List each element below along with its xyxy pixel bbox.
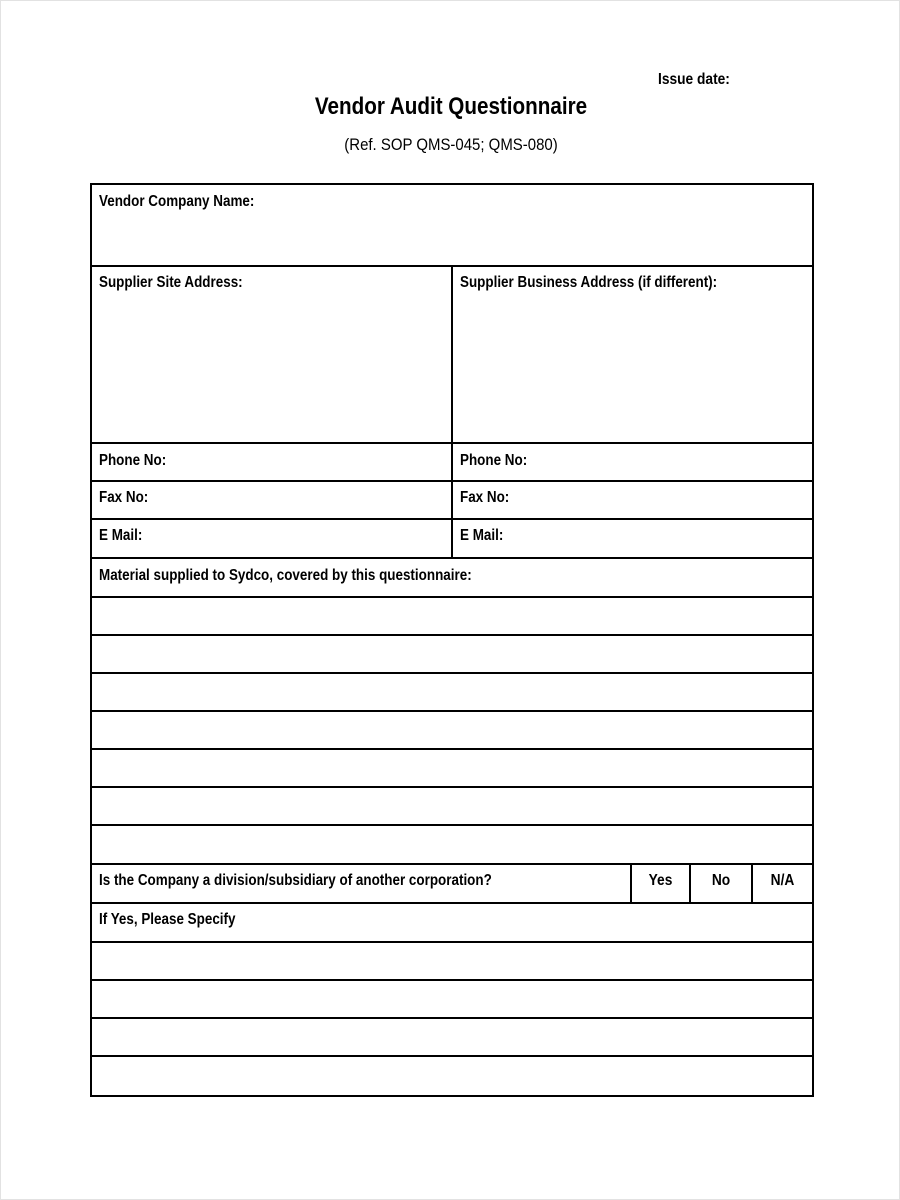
- document-reference: (Ref. SOP QMS-045; QMS-080): [344, 135, 558, 154]
- document-title: Vendor Audit Questionnaire: [314, 93, 588, 120]
- no-option[interactable]: [689, 865, 751, 902]
- subsidiary-question-label: Is the Company a division/subsidiary of another corporation?: [99, 872, 492, 889]
- specify-line[interactable]: [92, 1019, 812, 1057]
- material-line[interactable]: [92, 712, 812, 750]
- specify-line[interactable]: [92, 981, 812, 1019]
- issue-date-label: Issue date:: [658, 71, 730, 88]
- material-line[interactable]: [92, 788, 812, 826]
- if-yes-specify-row[interactable]: [92, 904, 812, 943]
- yes-option[interactable]: [630, 865, 689, 902]
- material-line[interactable]: [92, 674, 812, 712]
- material-supplied-row: [92, 559, 812, 598]
- phone-row: [92, 444, 812, 482]
- email-row: [92, 520, 812, 559]
- na-option[interactable]: [751, 865, 812, 902]
- address-row: [92, 267, 812, 444]
- business-fax-label: Fax No:: [460, 489, 510, 506]
- specify-line[interactable]: [92, 943, 812, 981]
- supplier-site-address-field[interactable]: [92, 267, 453, 442]
- material-line[interactable]: [92, 636, 812, 674]
- vendor-audit-form: [90, 183, 814, 1097]
- supplier-site-address-label: Supplier Site Address:: [99, 274, 243, 291]
- site-phone-label: Phone No:: [99, 452, 167, 469]
- site-phone-field[interactable]: [92, 444, 453, 480]
- business-email-field[interactable]: [453, 520, 812, 557]
- fax-row: [92, 482, 812, 520]
- if-yes-specify-label: If Yes, Please Specify: [99, 911, 236, 928]
- site-fax-label: Fax No:: [99, 489, 149, 506]
- subsidiary-question-row: [92, 865, 812, 904]
- vendor-company-name-label: Vendor Company Name:: [99, 193, 255, 210]
- na-option-label: N/A: [770, 872, 795, 889]
- vendor-company-name-field[interactable]: [92, 185, 812, 267]
- material-line[interactable]: [92, 750, 812, 788]
- supplier-business-address-label: Supplier Business Address (if different):: [460, 274, 718, 291]
- site-fax-field[interactable]: [92, 482, 453, 518]
- supplier-business-address-field[interactable]: [453, 267, 812, 442]
- no-option-label: No: [711, 872, 731, 889]
- material-line[interactable]: [92, 598, 812, 636]
- site-email-field[interactable]: [92, 520, 453, 557]
- site-email-label: E Mail:: [99, 527, 143, 544]
- yes-option-label: Yes: [648, 872, 673, 889]
- business-fax-field[interactable]: [453, 482, 812, 518]
- material-supplied-label: Material supplied to Sydco, covered by this questionnaire:: [99, 567, 472, 584]
- business-phone-field[interactable]: [453, 444, 812, 480]
- business-email-label: E Mail:: [460, 527, 504, 544]
- material-line[interactable]: [92, 826, 812, 865]
- business-phone-label: Phone No:: [460, 452, 528, 469]
- specify-line[interactable]: [92, 1057, 812, 1095]
